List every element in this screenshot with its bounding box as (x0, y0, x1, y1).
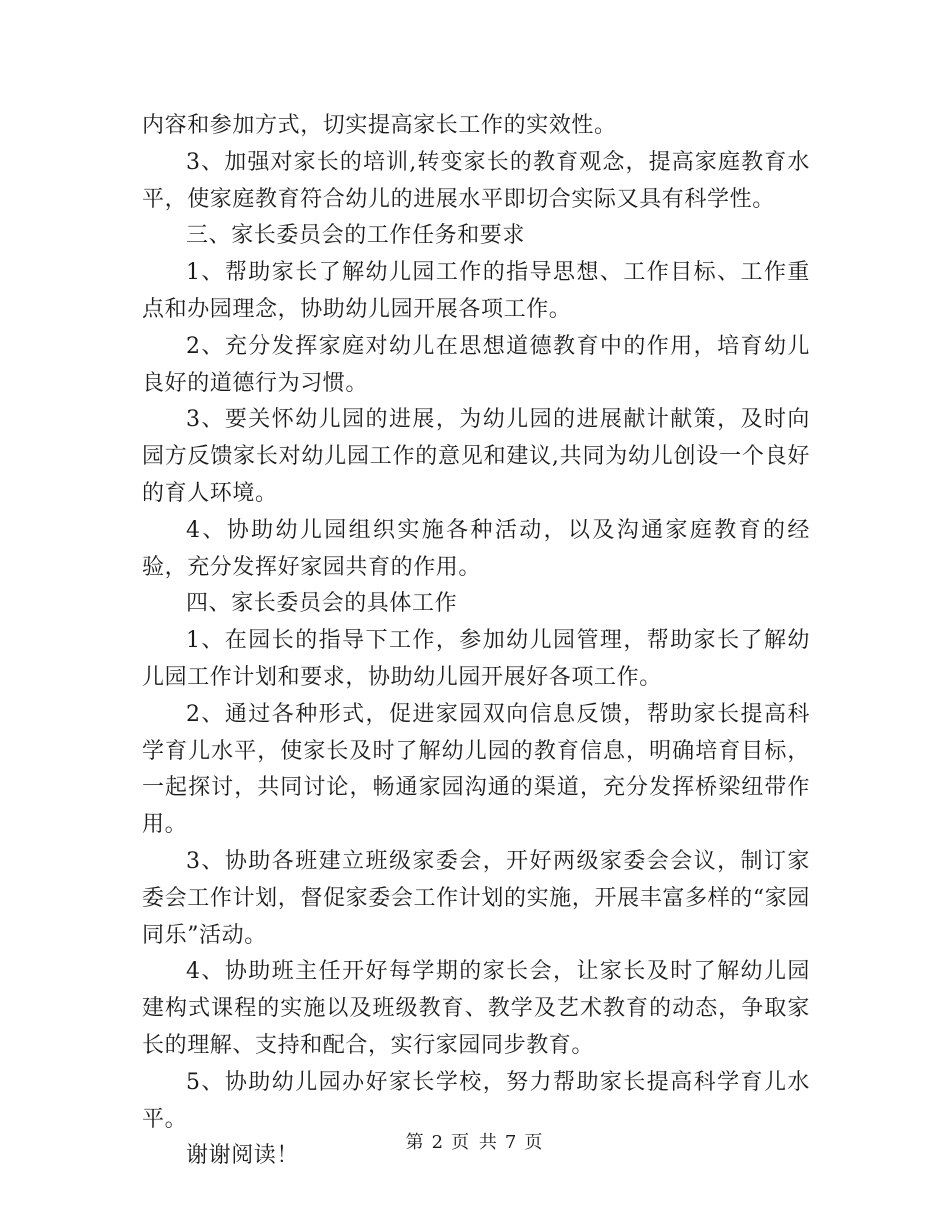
document-body (142, 108, 810, 1175)
section-heading: 三、家长委员会的工作任务和要求 (186, 223, 526, 249)
paragraph-item: 3、要关怀幼儿园的进展，为幼儿园的进展献计献策，及时向园方反馈家长对幼儿园工作的意见和建议,共同为幼儿创设一个良好的育人环境。 (142, 407, 810, 506)
paragraph-item: 1、帮助家长了解幼儿园工作的指导思想、工作目标、工作重点和办园理念，协助幼儿园开展各项工作。 (142, 260, 810, 322)
section-heading: 四、家长委员会的具体工作 (186, 591, 458, 617)
footer-middle: 页 共 (451, 1132, 499, 1153)
footer-suffix: 页 (524, 1132, 545, 1153)
footer-prefix: 第 (405, 1132, 426, 1153)
paragraph-item: 5、协助幼儿园办好家长学校，努力帮助家长提高科学育儿水平。 (142, 1069, 810, 1132)
paragraph-continuation: 内容和参加方式，切实提高家长工作的实效性。 (142, 113, 617, 138)
paragraph-item: 2、通过各种形式，促进家园双向信息反馈，帮助家长提高科学育儿水平，使家长及时了解幼儿园的教育信息，明确培育目标，一起探讨，共同讨论，畅通家园沟通的渠道，充分发挥桥梁纽带作用。 (142, 701, 810, 838)
footer-total-pages: 7 (504, 1132, 519, 1153)
paragraph-item: 4、协助班主任开好每学期的家长会，让家长及时了解幼儿园建构式课程的实施以及班级教育、教学及艺术教育的动态，争取家长的理解、支持和配合，实行家园同步教育。 (142, 959, 810, 1058)
paragraph-item: 2、充分发挥家庭对幼儿在思想道德教育中的作用，培育幼儿良好的道德行为习惯。 (142, 333, 810, 396)
page-footer (0, 1128, 950, 1154)
footer-current-page: 2 (431, 1132, 446, 1153)
paragraph-item: 4、协助幼儿园组织实施各种活动，以及沟通家庭教育的经验，充分发挥好家园共育的作用。 (142, 517, 810, 580)
closing-text: 谢谢阅读！ (186, 1143, 300, 1169)
paragraph-item: 1、在园长的指导下工作，参加幼儿园管理，帮助家长了解幼儿园工作计划和要求，协助幼儿园开展好各项工作。 (142, 628, 810, 690)
paragraph-item: 3、协助各班建立班级家委会，开好两级家委会会议，制订家委会工作计划，督促家委会工作计划的实施，开展丰富多样的“家园同乐”活动。 (142, 848, 810, 948)
paragraph-item: 3、加强对家长的培训,转变家长的教育观念，提高家庭教育水平，使家庭教育符合幼儿的进展水平即切合实际又具有科学性。 (142, 149, 810, 212)
